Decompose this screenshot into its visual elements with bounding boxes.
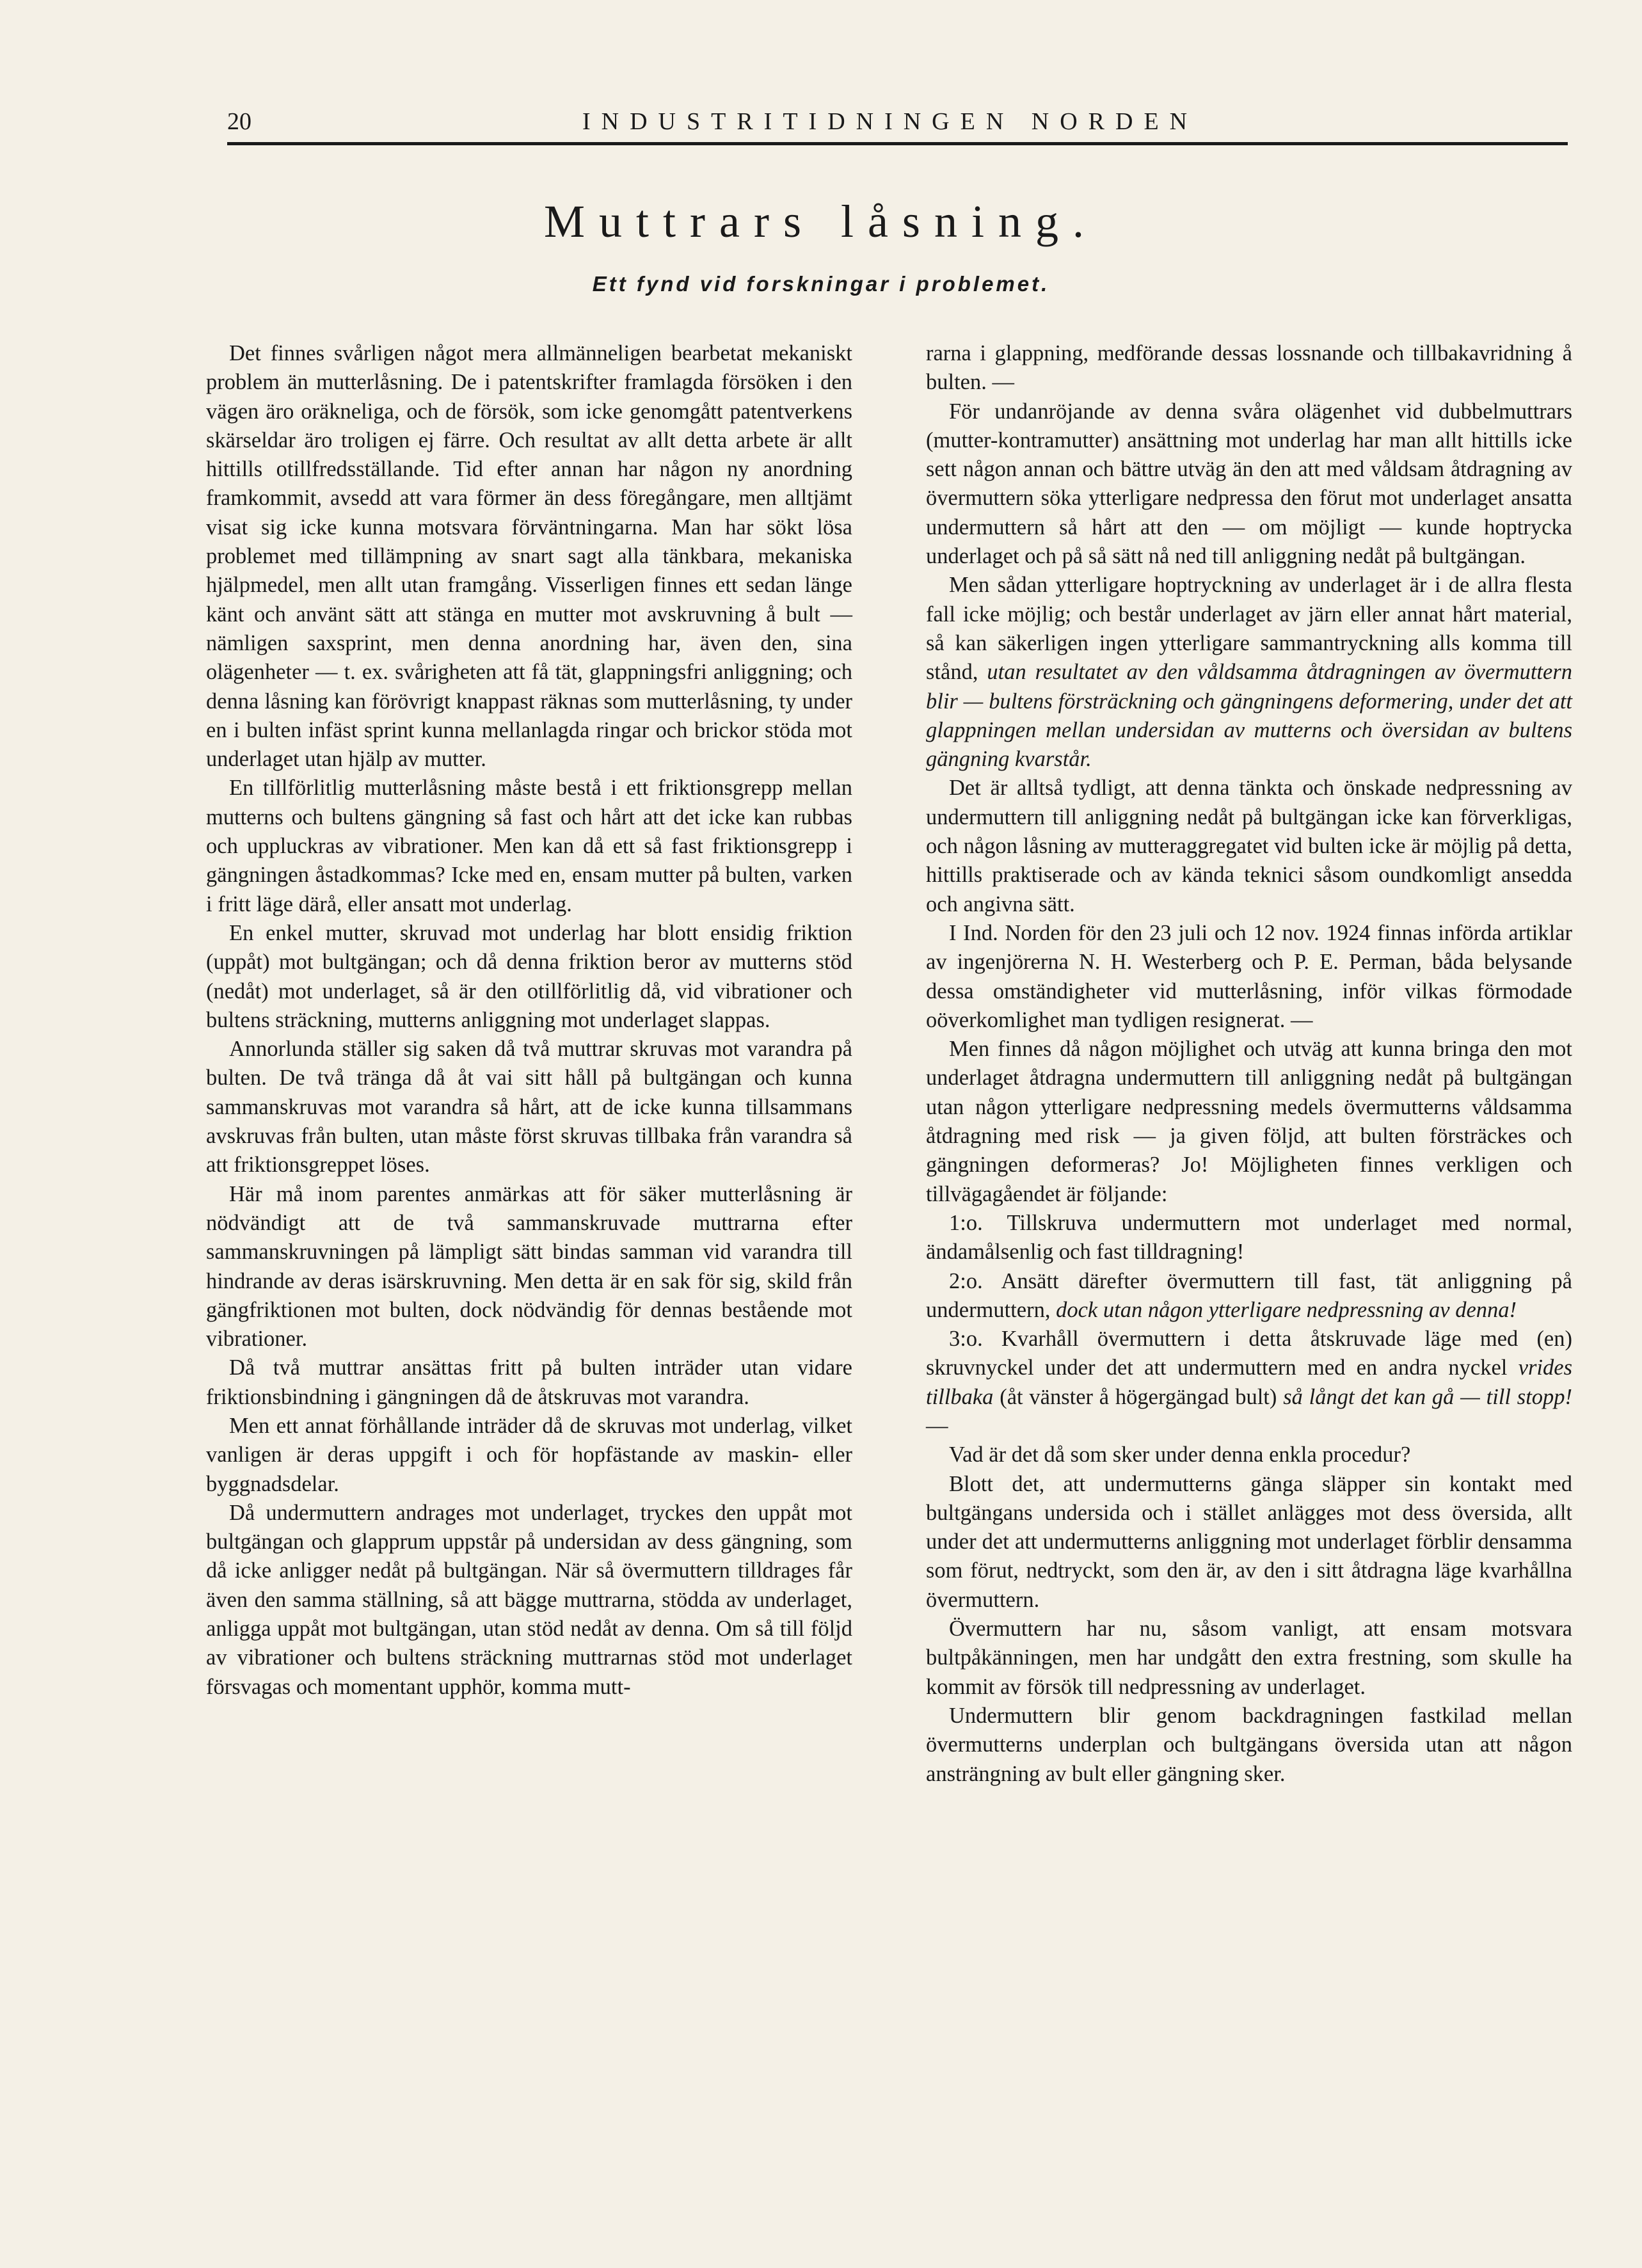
paragraph: rarna i glappning, medförande dessas lossnande och tillbakavridning å bulten. —	[926, 341, 1572, 395]
paragraph: Men finnes då någon möjlighet och utväg att kunna bringa den mot underlaget åtdragna undermuttern till anliggning nedåt på bultgängan utan någon ytterligare nedpressning medels övermutterns våldsamma åtdragning med risk — ja given följd, att bulten försträckes och gängningen deformeras? Jo! Möjligheten finnes verkligen och tillvägagåendet är följande:	[926, 1037, 1572, 1206]
paragraph: Övermuttern har nu, såsom vanligt, att ensam motsvara bultpåkänningen, men har undgått den extra frestning, som skulle ha kommit av försök till nedpressning av underlaget.	[926, 1617, 1572, 1699]
article-subtitle: Ett fynd vid forskningar i problemet.	[592, 272, 1050, 296]
italic-text: vrides tillbaka	[926, 1355, 1573, 1409]
step-1: 1:o. Tillskruva undermuttern mot underlaget med normal, ändamålsenlig och fast tilldragning!	[926, 1210, 1572, 1265]
paragraph: Då undermuttern andrages mot underlaget, tryckes den uppåt mot bultgängan och glapprum uppstår på undersidan av dess gängning, som då icke anligger nedåt på bultgängan. När så övermuttern tilldrages får även den samma ställning, så att bägge muttrarna, stödda av underlaget, anligga uppåt mot bultgängan, utan stöd nedåt av denna. Om så till följd av vibrationer och bultens sträckning muttrarnas stöd mot underlaget försvagas och momentant upphör, komma mutt-	[206, 1500, 852, 1699]
italic-text: utan resultatet av den våldsamma åtdragningen av övermuttern blir — bultens försträckning och gängningens deformering, under det att glappningen mellan undersidan av mutterns och översidan av bultens gängning kvarstår.	[926, 660, 1573, 772]
paragraph: Det är alltså tydligt, att denna tänkta och önskade nedpressning av undermuttern till anliggning nedåt på bultgängan icke kan förverkligas, och någon låsning av mutteraggregatet vid bulten icke är möjlig på detta, hittills praktiserade och av kända teknici såsom oundkomligt ansedda och angivna sätt.	[926, 776, 1572, 916]
italic-text: dock utan någon ytterligare nedpressning av denna!	[1056, 1297, 1517, 1322]
paragraph-text: 3:o. Kvarhåll övermuttern i detta åtskruvade läge med (en) skruvnyckel under det att undermuttern med en andra nyckel	[926, 1327, 1572, 1380]
paragraph: En tillförlitlig mutterlåsning måste bestå i ett friktionsgrepp mellan mutterns och bultens gängning så fast och hårt att det icke kan rubbas och uppluckras av vibrationer. Men kan då ett så fast friktionsgrepp i gängningen åstadkommas? Icke med en, ensam mutter på bulten, varken i fritt läge därå, eller ansatt mot underlag.	[206, 776, 852, 916]
header-rule	[227, 142, 1568, 145]
paragraph: Men ett annat förhållande inträder då de skruvas mot underlag, vilket vanligen är deras uppgift i och för hopfästande av maskin- eller byggnadsdelar.	[206, 1413, 852, 1496]
paragraph: Då två muttrar ansättas fritt på bulten inträder utan vidare friktionsbindning i gängningen då de åtskruvas mot varandra.	[206, 1355, 852, 1409]
paragraph	[926, 571, 1572, 774]
paragraph: En enkel mutter, skruvad mot underlag har blott ensidig friktion (uppåt) mot bultgängan; och då denna friktion beror av mutterns stöd (nedåt) mot underlaget, så är den otillförlitlig då, vid vibrationer och bultens sträckning, mutterns anliggning mot underlaget slappas.	[206, 920, 852, 1032]
page-number: 20	[227, 108, 251, 135]
paragraph-text: —	[926, 1413, 948, 1438]
paragraph: Vad är det då som sker under denna enkla procedur?	[949, 1442, 1411, 1467]
paragraph: För undanröjande av denna svåra olägenhet vid dubbelmuttrars (mutter-kontramutter) ansättning mot underlag har man allt hittills icke sett någon annan och bättre utväg än den att med våldsam åtdragning av övermuttern söka ytterligare nedpressa den förut mot underlaget ansatta undermuttern så hårt att den — om möjligt — kunde hoptrycka underlaget och på så sätt nå ned till anliggning nedåt på bultgängan.	[926, 399, 1572, 569]
page-header	[227, 102, 1568, 147]
article-title: Muttrars låsning.	[544, 196, 1098, 247]
paragraph: I Ind. Norden för den 23 juli och 12 nov. 1924 finnas införda artiklar av ingenjörerna N. H. Westerberg och P. E. Perman, båda belysande dessa omständigheter vid mutterlåsning, inför vilkas förmodade oöverkomlighet man tydligen resignerat. —	[926, 920, 1572, 1032]
step-3	[926, 1325, 1572, 1441]
paragraph: Undermuttern blir genom backdragningen fastkilad mellan övermutterns underplan och bultgängans översida utan att någon ansträngning av bult eller gängning sker.	[926, 1703, 1572, 1786]
paragraph-text: Men sådan ytterligare hoptryckning av underlaget är i de allra flesta fall icke möjlig; och består underlaget av järn eller annat hårt material, så kan säkerligen ingen ytterligare sammantryckning alls komma till stånd,	[926, 573, 1572, 685]
paragraph-text: (åt vänster å högergängad bult)	[1000, 1384, 1277, 1409]
paragraph-text: 2:o. Ansätt därefter övermuttern till fast, tät anliggning på undermuttern,	[926, 1268, 1572, 1322]
paragraph: Blott det, att undermutterns gänga släpper sin kontakt med bultgängans undersida och i stället anlägges mot dess översida, allt under det att undermutterns anliggning mot underlaget förblir densamma som förut, nedtryckt, som den är, av den i sitt åtdragna läge kvarhållna övermuttern.	[926, 1471, 1572, 1612]
right-column	[926, 339, 1572, 1789]
running-title: INDUSTRITIDNINGEN NORDEN	[582, 108, 1199, 135]
step-2	[926, 1267, 1572, 1325]
paragraph: Här må inom parentes anmärkas att för säker mutterlåsning är nödvändigt att de två sammanskruvade muttrarna efter sammanskruvningen på lämpligt sätt bindas samman vid varandra till hindrande av deras isärskruvning. Men detta är en sak för sig, skild från gängfriktionen mot bulten, dock nödvändig för dennas bestående mot vibrationer.	[206, 1181, 852, 1352]
italic-text: så långt det kan gå — till stopp!	[1283, 1384, 1573, 1409]
paragraph: Annorlunda ställer sig saken då två muttrar skruvas mot varandra på bulten. De två tränga då åt vai sitt håll på bultgängan och kunna sammanskruvas mot varandra så hårt, att de icke kunna tillsammans avskruvas från bulten, utan måste först skruvas tillbaka från varandra så att friktionsgreppet löses.	[206, 1037, 852, 1178]
left-column	[206, 339, 852, 1702]
paragraph: Det finnes svårligen något mera allmänneligen bearbetat mekaniskt problem än mutterlåsning. De i patentskrifter framlagda försöken i den vägen äro oräkneliga, och de försök, som icke genomgått patentverkens skärseldar äro troligen ej färre. Och resultat av allt detta arbete är allt hittills otillfredsställande. Tid efter annan har någon ny anordning framkommit, avsedd att vara förmer än dess föregångare, men alltjämt visat sig icke kunna motsvara förväntningarna. Man har sökt lösa problemet med tillämpning av snart sagt alla tänkbara, mekaniska hjälpmedel, men allt utan framgång. Visserligen finnes ett sedan länge känt och använt sätt att stänga en mutter mot avskruvning å bult — nämligen saxsprint, men denna anordning har, även den, sina olägenheter — t. ex. svårigheten att få tät, glappningsfri anliggning; och denna låsning kan förövrigt knappast räknas som mutterlåsning, ty under en i bulten infäst sprint kunna mellanlagda ringar och brickor stöda mot underlaget utan hjälp av mutter.	[206, 341, 852, 772]
